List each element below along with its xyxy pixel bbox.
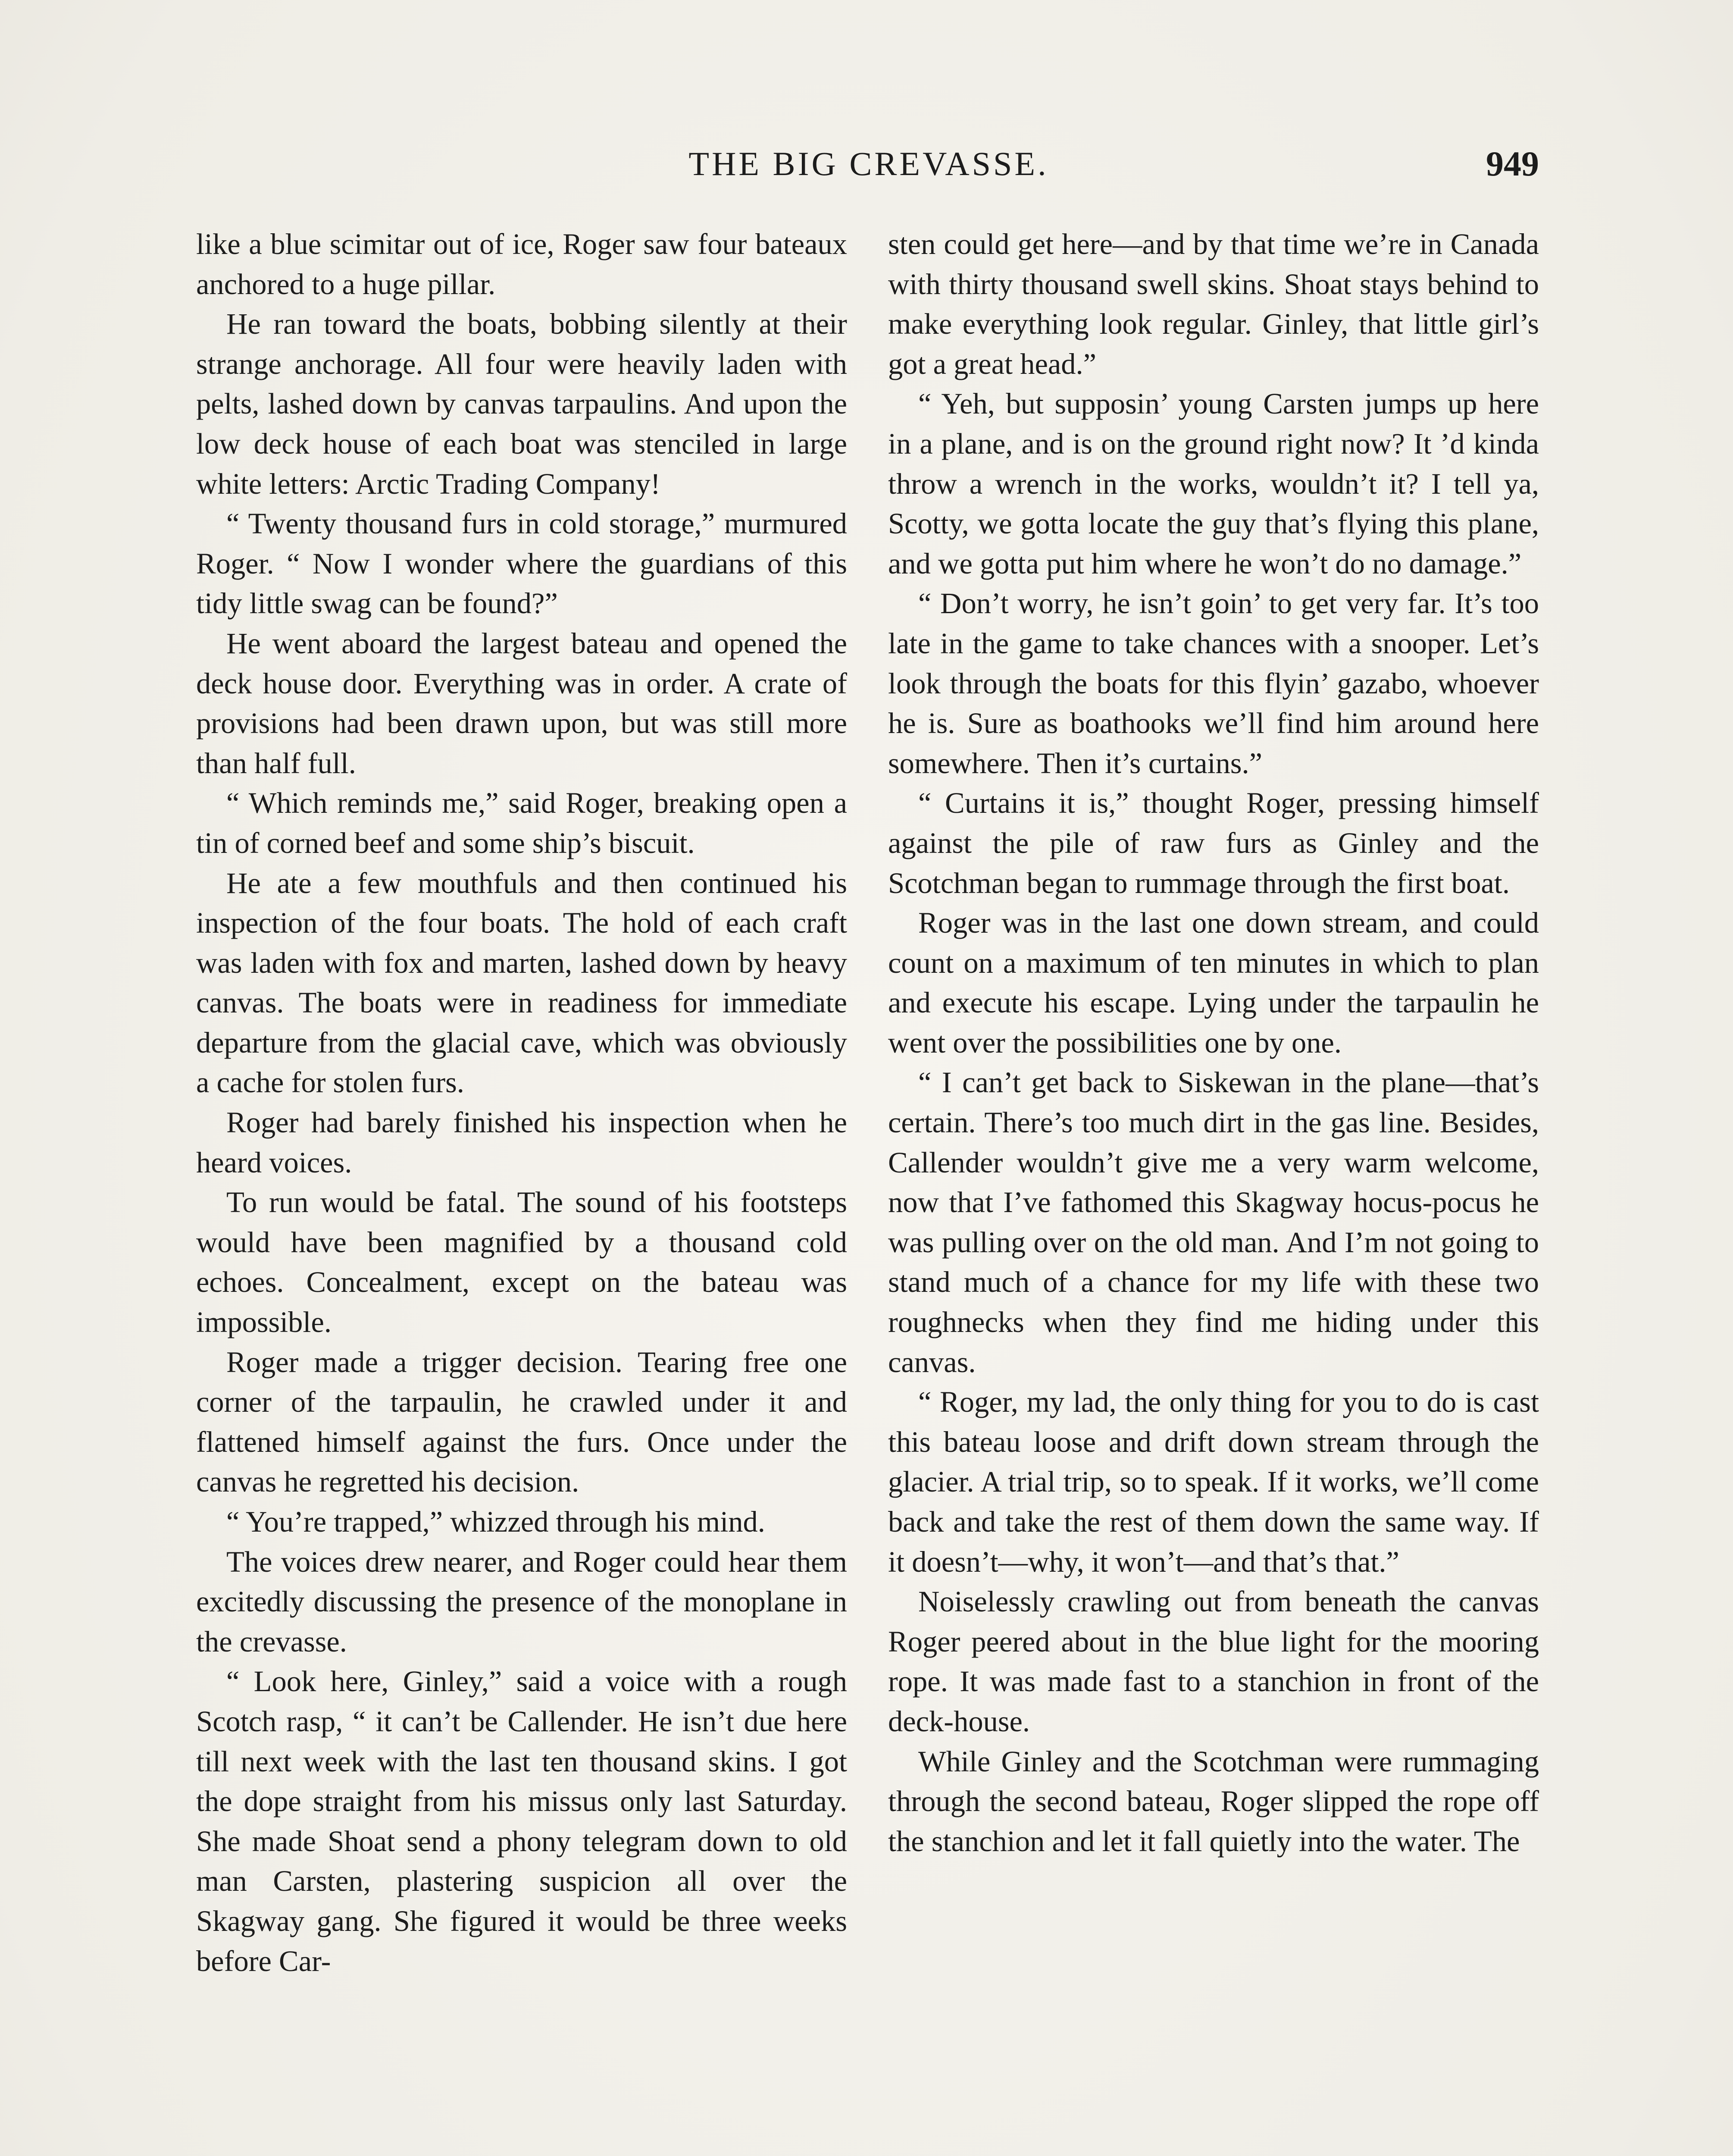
paragraph: “ Roger, my lad, the only thing for you to do is cast this bateau loose and drift down stream through the glacier. A trial trip, so to speak. If it works, we’ll come back and take the rest of them down the same way. If it doesn’t—why, it won’t—and that’s that.” bbox=[888, 1385, 1539, 1578]
paragraph: “ I can’t get back to Siskewan in the plane—that’s certain. There’s too much dirt in the gas line. Besides, Callender wouldn’t give me a very warm welcome, now that I’ve fathomed this Skagway hocus-pocus he was pulling over on the old man. And I’m not going to stand much of a chance for my life with these two roughnecks when they find me hiding under this canvas. bbox=[888, 1066, 1539, 1379]
right-column bbox=[888, 224, 1539, 1861]
paragraph: Roger had barely finished his inspection when he heard voices. bbox=[196, 1106, 847, 1179]
paragraph: The voices drew nearer, and Roger could hear them excitedly discussing the presence of the monoplane in the crevasse. bbox=[196, 1545, 847, 1658]
paragraph: To run would be fatal. The sound of his footsteps would have been magnified by a thousand cold echoes. Concealment, except on the bateau was impossible. bbox=[196, 1186, 847, 1339]
paragraph: “ Which reminds me,” said Roger, breaking open a tin of corned beef and some ship’s biscuit. bbox=[196, 787, 847, 859]
paragraph: “ You’re trapped,” whizzed through his mind. bbox=[226, 1505, 765, 1538]
paragraph: “ Curtains it is,” thought Roger, pressing himself against the pile of raw furs as Ginley and the Scotchman began to rummage through the first boat. bbox=[888, 787, 1539, 899]
paragraph: “ Yeh, but supposin’ young Carsten jumps up here in a plane, and is on the ground right now? It ’d kinda throw a wrench in the works, wouldn’t it? I tell ya, Scotty, we gotta locate the guy that’s flying this plane, and we gotta put him where he won’t do no damage.” bbox=[888, 387, 1539, 580]
paragraph: “ Look here, Ginley,” said a voice with a rough Scotch rasp, “ it can’t be Callender. He isn’t due here till next week with the last ten thousand skins. I got the dope straight from his missus only last Saturday. She made Shoat send a phony telegram down to old man Carsten, plastering suspicion all over the Skagway gang. She figured it would be three weeks before Car- bbox=[196, 1665, 847, 1977]
paragraph: He ate a few mouthfuls and then continued his inspection of the four boats. The hold of each craft was laden with fox and marten, lashed down by heavy canvas. The boats were in readiness for immediate departure from the glacial cave, which was obviously a cache for stolen furs. bbox=[196, 866, 847, 1099]
page-number: 949 bbox=[1486, 144, 1539, 183]
paragraph: He went aboard the largest bateau and opened the deck house door. Everything was in order. A crate of provisions had been drawn upon, but was still more than half full. bbox=[196, 627, 847, 780]
left-column bbox=[196, 224, 847, 1981]
paragraph: While Ginley and the Scotchman were rummaging through the second bateau, Roger slipped the rope off the stanchion and let it fall quietly into the water. The bbox=[888, 1745, 1539, 1858]
paragraph: “ Twenty thousand furs in cold storage,” murmured Roger. “ Now I wonder where the guardians of this tidy little swag can be found?” bbox=[196, 507, 847, 620]
paragraph: sten could get here—and by that time we’re in Canada with thirty thousand swell skins. Shoat stays behind to make everything look regular. Ginley, that little girl’s got a great head.” bbox=[888, 228, 1539, 380]
running-title: THE BIG CREVASSE. bbox=[688, 145, 1049, 182]
paragraph: Roger made a trigger decision. Tearing free one corner of the tarpaulin, he crawled under it and flattened himself against the furs. Once under the canvas he regretted his decision. bbox=[196, 1345, 847, 1498]
paragraph: Roger was in the last one down stream, and could count on a maximum of ten minutes in which to plan and execute his escape. Lying under the tarpaulin he went over the possibilities one by one. bbox=[888, 906, 1539, 1059]
paragraph: He ran toward the boats, bobbing silently at their strange anchorage. All four were heavily laden with pelts, lashed down by canvas tarpaulins. And upon the low deck house of each boat was stenciled in large white letters: Arctic Trading Company! bbox=[196, 307, 847, 500]
paragraph: like a blue scimitar out of ice, Roger saw four bateaux anchored to a huge pillar. bbox=[196, 228, 847, 301]
running-head bbox=[198, 142, 1539, 194]
paragraph: “ Don’t worry, he isn’t goin’ to get very far. It’s too late in the game to take chances with a snooper. Let’s look through the boats for this flyin’ gazabo, whoever he is. Sure as boathooks we’ll find him around here somewhere. Then it’s curtains.” bbox=[888, 587, 1539, 780]
paragraph: Noiselessly crawling out from beneath the canvas Roger peered about in the blue light for the mooring rope. It was made fast to a stanchion in front of the deck-house. bbox=[888, 1585, 1539, 1738]
